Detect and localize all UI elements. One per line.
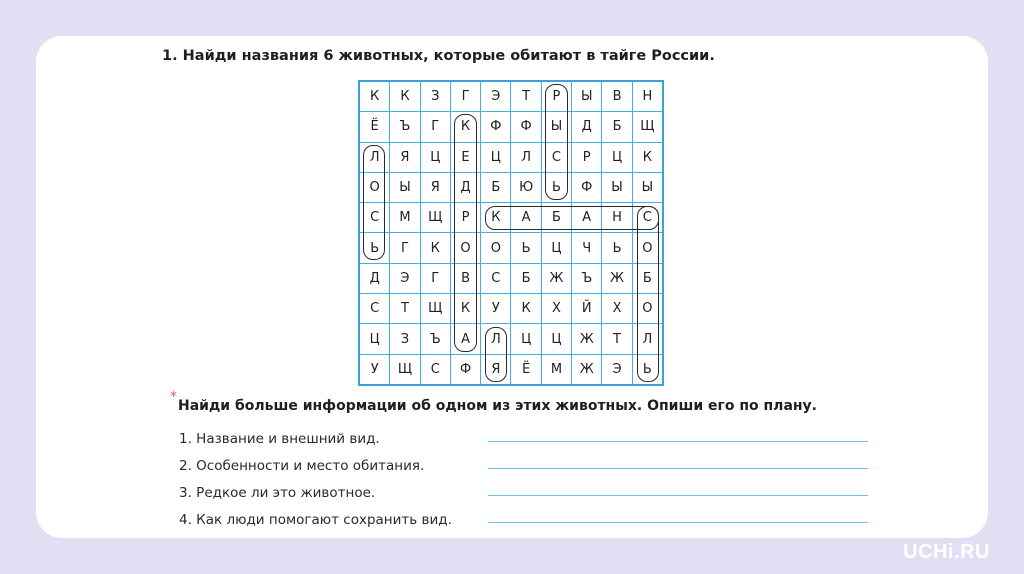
grid-cell: Г — [420, 263, 450, 293]
grid-cell: Н — [632, 81, 663, 112]
grid-cell: З — [390, 324, 420, 354]
grid-cell: Ы — [632, 172, 663, 202]
grid-row — [359, 233, 663, 263]
grid-cell: Ы — [602, 172, 632, 202]
grid-cell: Д — [450, 172, 480, 202]
grid-cell: Ы — [541, 112, 571, 142]
grid-cell: Э — [481, 81, 511, 112]
grid-cell: Б — [511, 263, 541, 293]
grid-cell: Ц — [420, 142, 450, 172]
grid-cell: А — [511, 203, 541, 233]
oval-rys — [545, 84, 567, 200]
grid-cell: М — [390, 203, 420, 233]
grid-cell: Э — [602, 354, 632, 385]
grid-cell: Ь — [602, 233, 632, 263]
grid-cell: Я — [481, 354, 511, 385]
grid-cell: Ф — [572, 172, 602, 202]
answer-line-3[interactable] — [488, 495, 868, 496]
grid-cell: Е — [450, 142, 480, 172]
answer-line-4[interactable] — [488, 522, 868, 523]
grid-cell: В — [602, 81, 632, 112]
task-title: 1. Найди названия 6 животных, которые обитают в тайге России. — [162, 48, 715, 64]
grid-cell: К — [511, 294, 541, 324]
plan-item-3: 3. Редкое ли это животное. — [179, 485, 376, 501]
grid-cell: Б — [481, 172, 511, 202]
grid-cell: Ы — [572, 81, 602, 112]
grid-cell: Ц — [481, 142, 511, 172]
answer-line-1[interactable] — [488, 441, 868, 442]
grid-cell: У — [481, 294, 511, 324]
grid-cell: Ъ — [420, 324, 450, 354]
oval-kedrovka — [454, 114, 476, 351]
grid-cell: Л — [632, 324, 663, 354]
grid-cell: В — [450, 263, 480, 293]
grid-cell: Ж — [572, 354, 602, 385]
grid-cell: Ь — [359, 233, 390, 263]
grid-cell: Ц — [541, 324, 571, 354]
grid-cell: Ц — [602, 142, 632, 172]
grid-cell: Л — [511, 142, 541, 172]
grid-cell: Ц — [511, 324, 541, 354]
grid-cell: А — [572, 203, 602, 233]
grid-cell: Я — [390, 142, 420, 172]
grid-cell: К — [632, 142, 663, 172]
grid-cell: К — [450, 112, 480, 142]
oval-lya — [485, 327, 507, 382]
grid-cell: К — [420, 233, 450, 263]
grid-cell: О — [450, 233, 480, 263]
plan-item-2: 2. Особенности и место обитания. — [179, 458, 425, 474]
grid-row — [359, 324, 663, 354]
plan-item-4: 4. Как люди помогают сохранить вид. — [179, 512, 452, 528]
grid-cell: Б — [541, 203, 571, 233]
grid-cell: Ж — [602, 263, 632, 293]
grid-cell: Э — [390, 263, 420, 293]
grid-cell: Х — [602, 294, 632, 324]
grid-cell: С — [481, 263, 511, 293]
grid-cell: О — [632, 294, 663, 324]
grid-row — [359, 172, 663, 202]
grid-cell: О — [359, 172, 390, 202]
grid-cell: О — [632, 233, 663, 263]
grid-cell: Ь — [541, 172, 571, 202]
grid-cell: С — [359, 294, 390, 324]
grid-cell: Ы — [390, 172, 420, 202]
grid-cell: Г — [450, 81, 480, 112]
grid-cell: Ь — [632, 354, 663, 385]
oval-los — [363, 145, 385, 261]
grid-row — [359, 112, 663, 142]
grid-cell: Т — [390, 294, 420, 324]
plan-item-1: 1. Название и внешний вид. — [179, 431, 380, 447]
letter-grid-table — [358, 80, 664, 386]
grid-cell: Р — [541, 81, 571, 112]
grid-cell: Р — [450, 203, 480, 233]
grid-cell: Я — [420, 172, 450, 202]
grid-cell: Г — [390, 233, 420, 263]
grid-cell: Ё — [511, 354, 541, 385]
grid-cell: Л — [481, 324, 511, 354]
word-search-grid — [358, 80, 664, 386]
grid-cell: К — [450, 294, 480, 324]
grid-cell: Ц — [541, 233, 571, 263]
grid-cell: Ц — [359, 324, 390, 354]
grid-cell: Т — [511, 81, 541, 112]
grid-row — [359, 142, 663, 172]
grid-cell: Щ — [420, 294, 450, 324]
grid-row — [359, 81, 663, 112]
grid-cell: Ф — [481, 112, 511, 142]
grid-cell: О — [481, 233, 511, 263]
grid-cell: Ю — [511, 172, 541, 202]
grid-cell: Л — [359, 142, 390, 172]
grid-cell: С — [632, 203, 663, 233]
extra-task-title: Найди больше информации об одном из этих животных. Опиши его по плану. — [178, 398, 818, 414]
grid-cell: Ф — [511, 112, 541, 142]
grid-cell: А — [450, 324, 480, 354]
grid-cell: Ь — [511, 233, 541, 263]
grid-cell: Р — [572, 142, 602, 172]
grid-cell: Б — [602, 112, 632, 142]
grid-cell: Б — [632, 263, 663, 293]
answer-line-2[interactable] — [488, 468, 868, 469]
grid-cell: Ё — [359, 112, 390, 142]
grid-cell: Й — [572, 294, 602, 324]
grid-cell: Ж — [572, 324, 602, 354]
star-mark: * — [170, 389, 177, 405]
worksheet-card — [36, 36, 988, 538]
grid-cell: Ж — [541, 263, 571, 293]
grid-cell: З — [420, 81, 450, 112]
grid-cell: К — [481, 203, 511, 233]
grid-cell: Х — [541, 294, 571, 324]
grid-cell: Д — [572, 112, 602, 142]
grid-cell: Ъ — [390, 112, 420, 142]
grid-cell: Ъ — [572, 263, 602, 293]
grid-cell: У — [359, 354, 390, 385]
grid-row — [359, 263, 663, 293]
grid-cell: С — [359, 203, 390, 233]
grid-cell: С — [420, 354, 450, 385]
grid-cell: Н — [602, 203, 632, 233]
grid-cell: Щ — [390, 354, 420, 385]
grid-cell: Д — [359, 263, 390, 293]
oval-kaban — [485, 206, 659, 230]
grid-row — [359, 294, 663, 324]
grid-cell: Ч — [572, 233, 602, 263]
uchi-logo: UCHi.RU — [903, 541, 990, 563]
grid-cell: Щ — [632, 112, 663, 142]
grid-cell: Щ — [420, 203, 450, 233]
grid-cell: К — [359, 81, 390, 112]
grid-cell: Г — [420, 112, 450, 142]
grid-cell: Т — [602, 324, 632, 354]
grid-cell: Ф — [450, 354, 480, 385]
grid-cell: С — [541, 142, 571, 172]
oval-sobol — [637, 206, 659, 382]
grid-cell: К — [390, 81, 420, 112]
grid-row — [359, 354, 663, 385]
grid-cell: М — [541, 354, 571, 385]
